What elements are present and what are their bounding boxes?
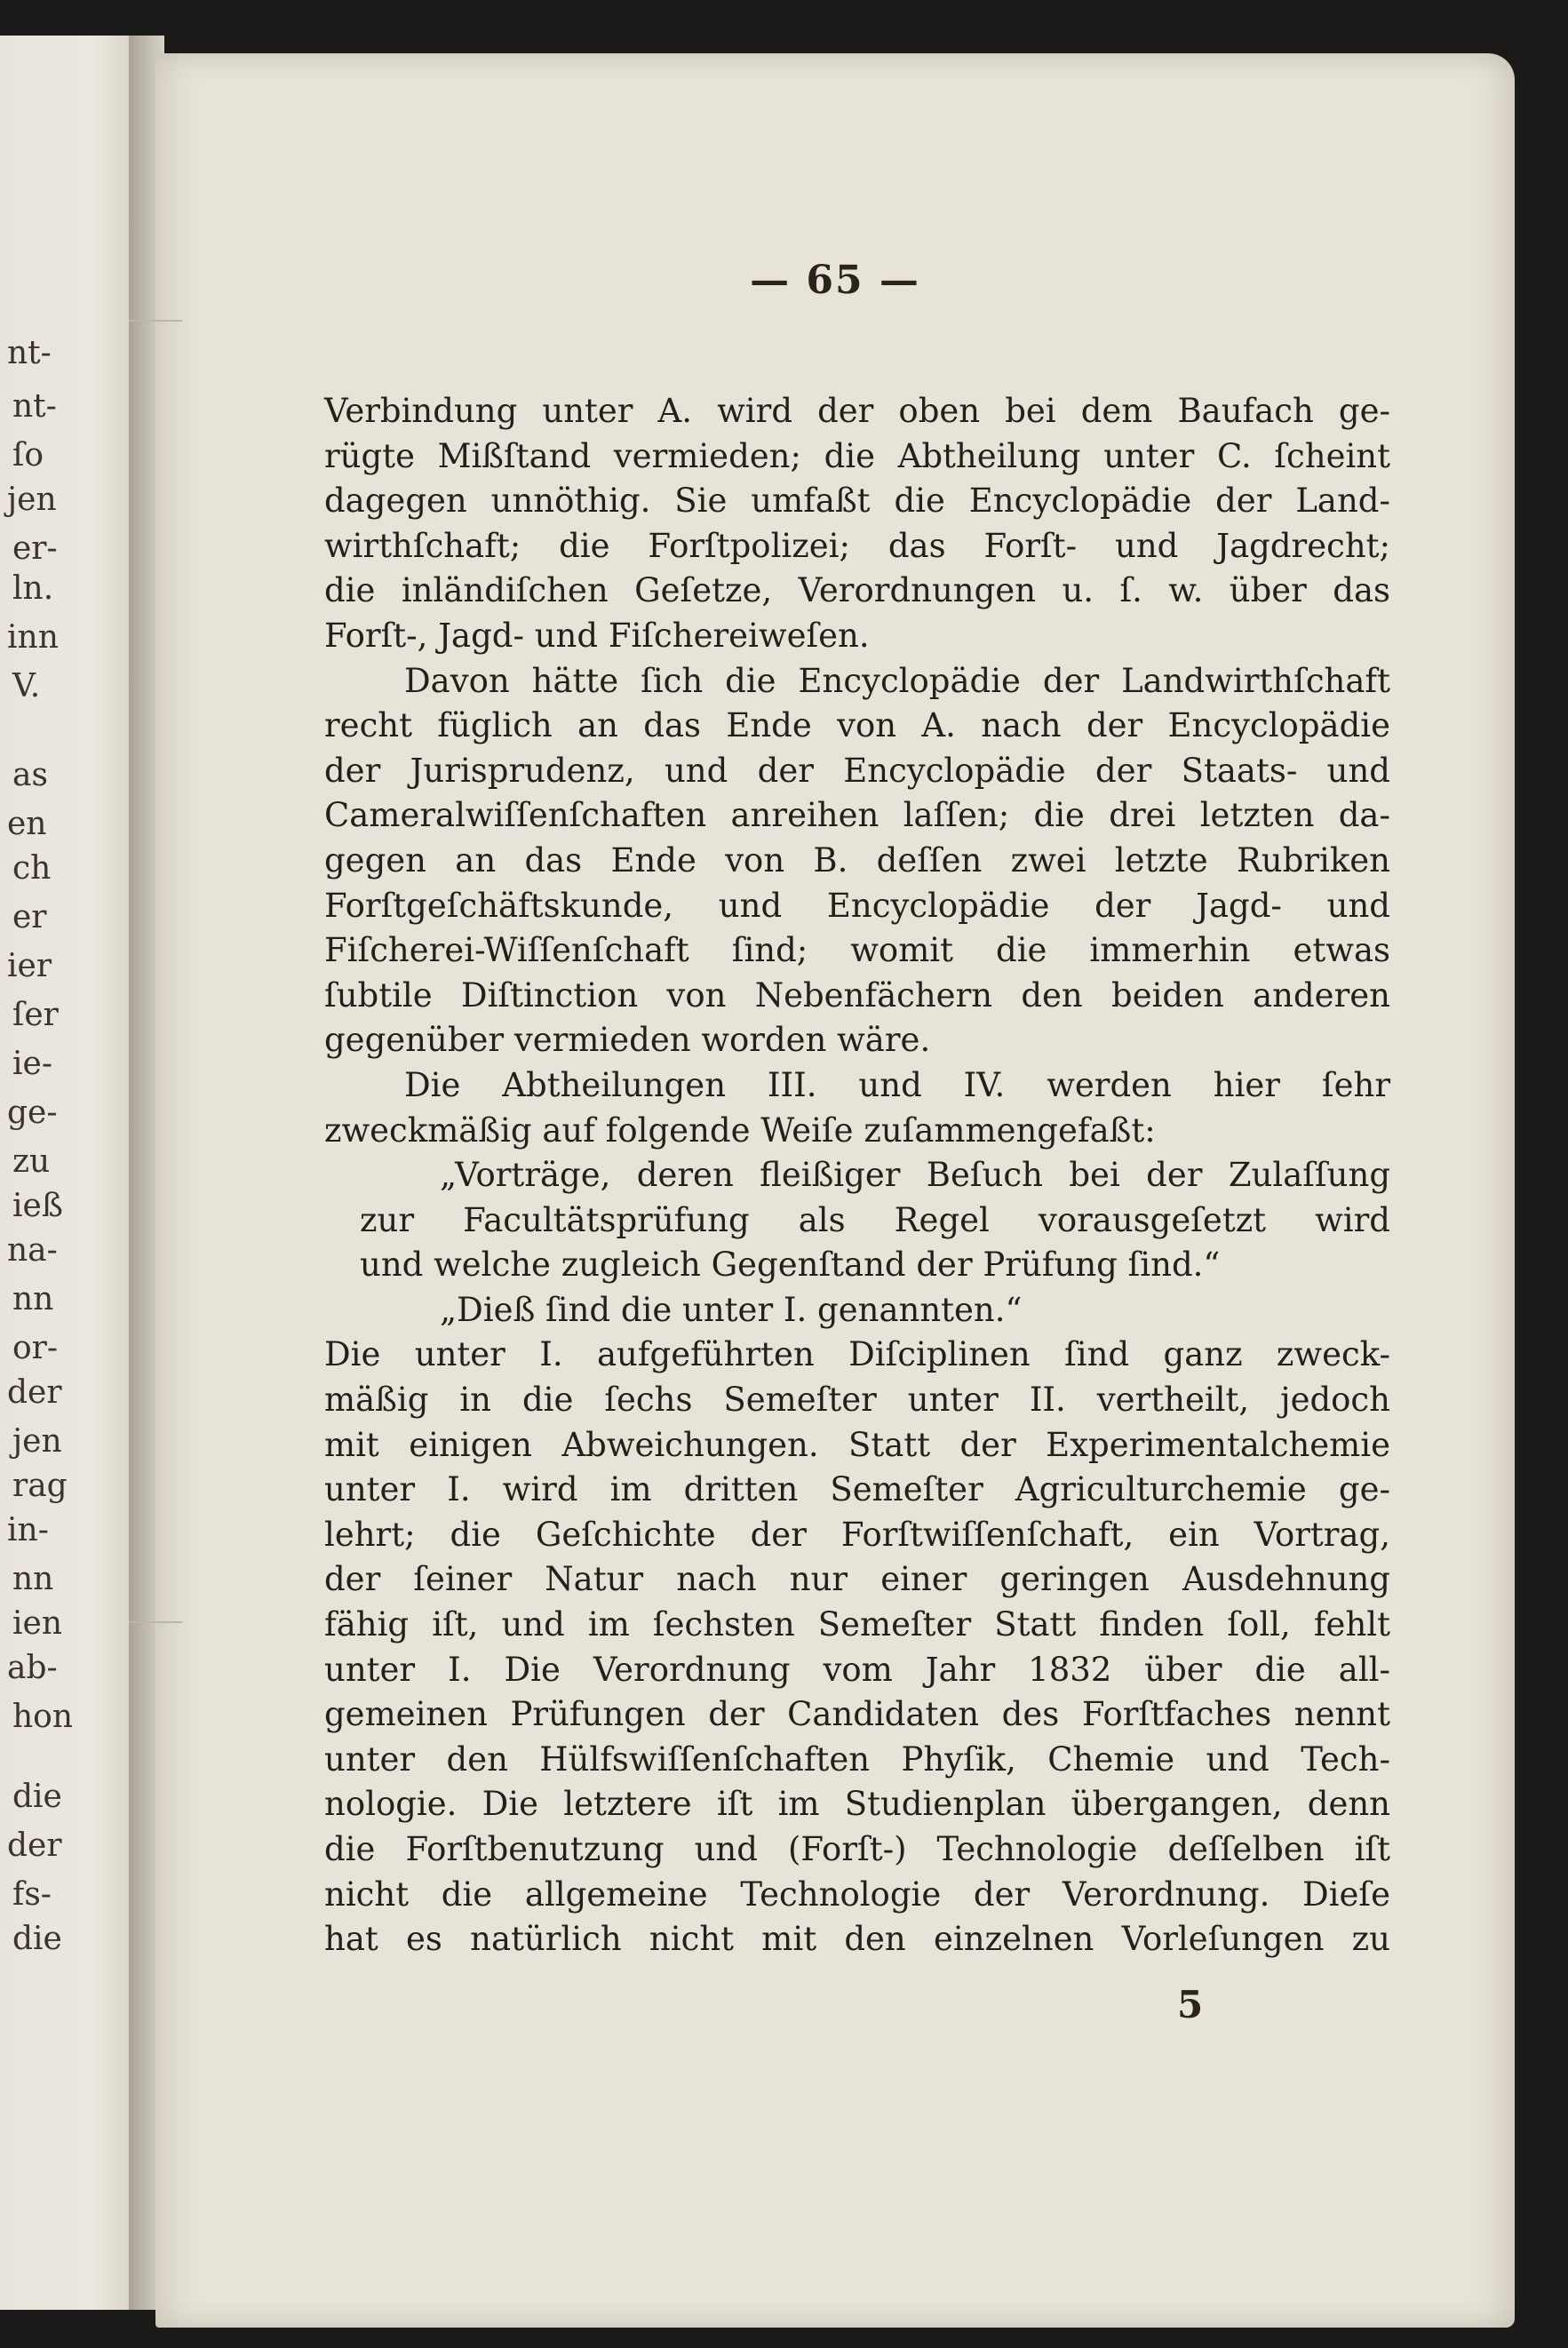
text-line: Forſt-, Jagd- und Fiſchereiweſen. [324,616,870,655]
text-line: rügte Mißſtand vermieden; die Abtheilung unter C. ſcheint [324,436,1390,475]
left-page-fragment: ieß [12,1188,63,1224]
text-line: nologie. Die letztere iſt im Studienplan übergangen, denn [324,1785,1390,1824]
text-line: mäßig in die ſechs Semeſter unter II. vertheilt, jedoch [324,1381,1390,1420]
left-page-fragment: as [12,757,48,793]
text-line: mit einigen Abweichungen. Statt der Experimentalchemie [324,1425,1390,1464]
left-page-fragment: jen [12,1423,62,1460]
text-line: und welche zugleich Gegenſtand der Prüfung ſind.“ [360,1246,1221,1285]
left-page-fragment: er [12,899,47,935]
left-page-fragment: nt- [12,388,57,425]
text-line: unter I. Die Verordnung vom Jahr 1832 über die all- [324,1650,1390,1689]
text-line: Die unter I. aufgeführten Diſciplinen ſind ganz zweck- [324,1335,1390,1374]
text-line: gemeinen Prüfungen der Candidaten des Forſtfaches nennt [324,1695,1390,1734]
left-page-fragment: ch [12,850,52,887]
left-page-fragment: ſo [12,437,44,474]
text-line: unter den Hülfswiſſenſchaften Phyſik, Chemie und Tech- [324,1739,1390,1779]
left-page-fragment: en [7,806,47,842]
text-line: Davon hätte ſich die Encyclopädie der Landwirthſchaft [404,661,1390,700]
left-page-fragment: ab- [7,1650,58,1686]
left-page-fragment: ſer [12,997,59,1033]
margin-mark [129,1621,182,1623]
left-page-fragment: der [7,1374,62,1411]
left-page-fragment: der [7,1827,62,1864]
text-line: der ſeiner Natur nach nur einer geringen Ausdehnung [324,1560,1390,1599]
left-page-fragment: fs- [12,1876,52,1913]
left-page-fragment: hon [12,1699,74,1735]
left-page-fragment: nn [12,1281,54,1317]
text-line: gegenüber vermieden worden wäre. [324,1021,931,1060]
text-line: Cameralwiſſenſchaften anreihen laſſen; die drei letzten da- [324,796,1390,835]
left-page-fragment: rag [12,1468,68,1504]
text-line: Verbindung unter A. wird der oben bei dem Baufach ge- [324,392,1390,430]
left-facing-page [0,36,135,2310]
text-line: unter I. wird im dritten Semeſter Agriculturchemie ge- [324,1470,1390,1509]
text-line: zur Facultätsprüfung als Regel vorausgeſetzt wird [360,1200,1390,1239]
text-line: zweckmäßig auf folgende Weiſe zuſammengefaßt: [324,1110,1156,1150]
left-page-fragment: nn [12,1561,54,1597]
left-page-fragment: jen [7,482,57,518]
text-line: die inländiſchen Geſetze, Verordnungen u. ſ. w. über das [324,571,1390,610]
text-line: ſubtile Diſtinction von Nebenfächern den beiden anderen [324,975,1390,1015]
text-line: dagegen unnöthig. Sie umfaßt die Encyclopädie der Land- [324,482,1390,521]
left-page-fragment: er- [12,530,58,567]
text-line: Die Abtheilungen III. und IV. werden hier ſehr [404,1065,1390,1104]
signature-mark: 5 [1177,1983,1204,2026]
text-line: wirthſchaft; die Forſtpolizei; das Forſt- und Jagdrecht; [324,526,1390,565]
text-line: Forſtgeſchäftskunde, und Encyclopädie der Jagd- und [324,886,1390,925]
left-page-fragment: zu [12,1143,51,1180]
margin-mark [129,320,182,322]
left-page-fragment: nt- [7,335,52,371]
left-page-fragment: ln. [12,570,54,607]
text-line: recht füglich an das Ende von A. nach der Encyclopädie [324,706,1390,745]
text-line: fähig iſt, und im ſechsten Semeſter Statt finden ſoll, fehlt [324,1605,1390,1644]
text-line: „Dieß ſind die unter I. genannten.“ [440,1290,1023,1329]
left-page-fragment: ier [7,948,52,984]
left-page-fragment: die [12,1779,62,1815]
text-line: nicht die allgemeine Technologie der Verordnung. Dieſe [324,1874,1390,1914]
text-line: die Forſtbenutzung und (Forſt-) Technologie deſſelben iſt [324,1830,1390,1868]
text-line: hat es natürlich nicht mit den einzelnen Vorleſungen zu [324,1920,1390,1959]
left-page-fragment: na- [7,1232,58,1269]
text-line: gegen an das Ende von B. deſſen zwei letzte Rubriken [324,840,1390,880]
text-line: lehrt; die Geſchichte der Forſtwiſſenſchaft, ein Vortrag, [324,1515,1390,1554]
left-page-fragment: in- [7,1512,49,1548]
left-page-fragment: or- [12,1330,59,1366]
text-line: Fiſcherei-Wiſſenſchaft ſind; womit die immerhin etwas [324,931,1390,970]
left-page-fragment: inn [7,619,59,656]
text-line: der Jurisprudenz, und der Encyclopädie der Staats- und [324,751,1390,790]
left-page-fragment: ge- [7,1094,58,1131]
book-page [155,53,1515,2328]
body-text [324,389,1390,1962]
left-page-fragment: V. [12,668,41,704]
page-number-header: — 65 — [750,258,920,303]
left-page-fragment: die [12,1921,62,1957]
text-line: „Vorträge, deren fleißiger Beſuch bei der Zulaſſung [440,1156,1390,1195]
left-page-fragment: ie- [12,1046,52,1082]
left-page-fragment: ien [12,1605,63,1642]
